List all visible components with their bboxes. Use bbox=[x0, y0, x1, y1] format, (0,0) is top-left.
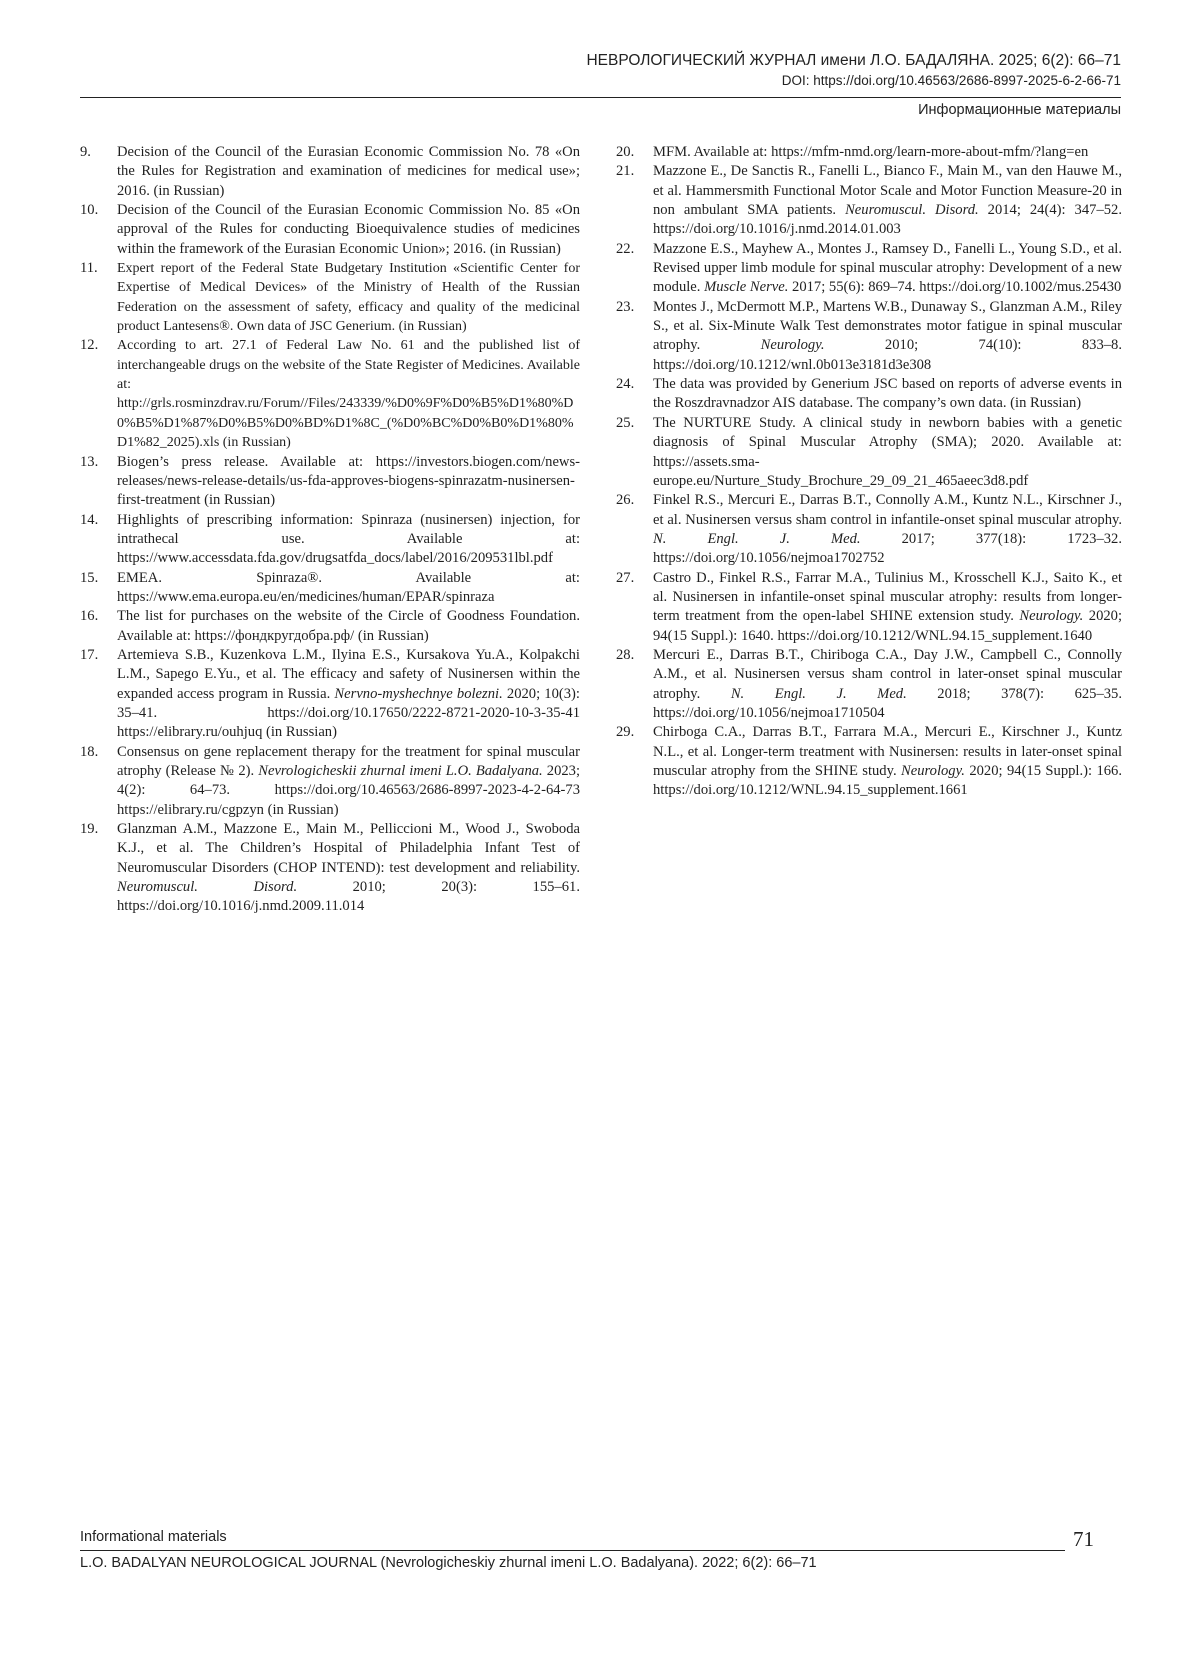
reference-text: Decision of the Council of the Eurasian Economic Commission No. 85 «On approval of the Rules for conducting Bioequivalence studies of medicines within the framework of the Eurasian Economic Union»; 2016. (in Russian) bbox=[117, 202, 580, 257]
reference-number: 18. bbox=[80, 743, 99, 760]
reference-text: EMEA. Spinraza®. Available at: https://www.ema.europa.eu/en/medicines/human/EPAR/spinraza bbox=[117, 569, 580, 605]
reference-item bbox=[616, 298, 1122, 375]
reference-item bbox=[80, 336, 580, 452]
reference-text: According to art. 27.1 of Federal Law No. 61 and the published list of interchangeable drugs on the website of the State Register of Medicines. Available at: http://grls.rosminzdrav.ru/Forum//Files/243339/%D0%9F%D0%B5%D1%80%D0%B5%D1%87%D0%B5%D0%BD%D1%8C_(%D0%BC%D0%B0%D1%80%D1%82_2025).xls (in Russian) bbox=[117, 338, 580, 451]
page-number: 71 bbox=[1073, 1527, 1094, 1551]
reference-item bbox=[616, 143, 1122, 162]
reference-text: Decision of the Council of the Eurasian Economic Commission No. 78 «On the Rules for Registration and examination of medicines for medical use»; 2016. (in Russian) bbox=[117, 144, 580, 199]
reference-item bbox=[80, 820, 580, 917]
reference-item bbox=[616, 240, 1122, 298]
reference-text: Glanzman A.M., Mazzone E., Main M., Pelliccioni M., Wood J., Swoboda K.J., et al. The Children’s Hospital of Philadelphia Infant Test of Neuromuscular Disorders (CHOP INTEND): test development and reliability. Neuromuscul. Disord. 2010; 20(3): 155–61. https://doi.org/10.1016/j.nmd.2009.11.014 bbox=[117, 821, 580, 915]
header-divider bbox=[80, 97, 1121, 98]
reference-number: 26. bbox=[616, 492, 635, 509]
reference-text: Expert report of the Federal State Budgetary Institution «Scientific Center for Expertise of Medical Devices» of the Ministry of Health of the Russian Federation on the assessment of safety, efficacy and quality of the medicinal product Lantesens®. Own data of JSC Generium. (in Russian) bbox=[117, 261, 580, 335]
references-right-column bbox=[616, 143, 1122, 801]
reference-number: 10. bbox=[80, 202, 99, 219]
reference-text: Finkel R.S., Mercuri E., Darras B.T., Connolly A.M., Kuntz N.L., Kirschner J., et al. Nusinersen versus sham control in infantile-onset spinal muscular atrophy. N. Engl. J. Med. 2017; 377(18): 1723–32. https://doi.org/10.1056/nejmoa1702752 bbox=[653, 492, 1122, 567]
reference-text: Highlights of prescribing information: Spinraza (nusinersen) injection, for intrathecal use. Available at: https://www.accessdata.fda.gov/drugsatfda_docs/label/2016/209531lbl.pdf bbox=[117, 511, 580, 567]
reference-item bbox=[616, 646, 1122, 723]
reference-number: 14. bbox=[80, 511, 99, 528]
reference-text: Mercuri E., Darras B.T., Chiriboga C.A., Day J.W., Campbell C., Connolly A.M., et al. Nusinersen versus sham control in later-onset spinal muscular atrophy. N. Engl. J. Med. 2018; 378(7): 625–35. https://doi.org/10.1056/nejmoa1710504 bbox=[653, 646, 1122, 721]
reference-text: Chirboga C.A., Darras B.T., Farrara M.A., Mercuri E., Kirschner J., Kuntz N.L., et al. Longer-term treatment with Nusinersen: results in later-onset spinal muscular atrophy from the SHINE study. Neurology. 2020; 94(15 Suppl.): 166. https://doi.org/10.1212/WNL.94.15_supplement.1661 bbox=[653, 724, 1122, 799]
reference-number: 24. bbox=[616, 376, 635, 393]
reference-number: 15. bbox=[80, 569, 99, 586]
reference-number: 16. bbox=[80, 608, 99, 625]
reference-text: Mazzone E., De Sanctis R., Fanelli L., Bianco F., Main M., van den Hauwe M., et al. Hammersmith Functional Motor Scale and Motor Function Measure-20 in non ambulant SMA patients. Neuromuscul. Disord. 2014; 24(4): 347–52. https://doi.org/10.1016/j.nmd.2014.01.003 bbox=[653, 163, 1122, 238]
reference-item bbox=[80, 201, 580, 259]
reference-number: 13. bbox=[80, 453, 99, 470]
footer-divider bbox=[80, 1550, 1065, 1551]
footer-section-label: Informational materials bbox=[80, 1529, 227, 1545]
reference-item bbox=[80, 646, 580, 743]
reference-text: Biogen’s press release. Available at: https://investors.biogen.com/news-releases/news-release-details/us-fda-approves-biogens-spinrazatm-nusinersen-first-treatment (in Russian) bbox=[117, 453, 580, 509]
reference-number: 27. bbox=[616, 569, 635, 586]
reference-text: Artemieva S.B., Kuzenkova L.M., Ilyina E.S., Kursakova Yu.A., Kolpakchi L.M., Sapego E.Yu., et al. The efficacy and safety of Nusinersen within the expanded access program in Russia. Nervno-myshechnye bolezni. 2020; 10(3): 35–41. https://doi.org/10.17650/2222-8721-2020-10-3-35-41 https://elibrary.ru/ouhjuq (in Russian) bbox=[117, 646, 580, 741]
reference-item bbox=[616, 723, 1122, 800]
reference-item bbox=[616, 414, 1122, 491]
reference-text: The list for purchases on the website of the Circle of Goodness Foundation. Available at: https://фондкругдобра.рф/ (in Russian) bbox=[117, 608, 580, 644]
reference-number: 19. bbox=[80, 821, 99, 838]
reference-number: 28. bbox=[616, 646, 635, 663]
reference-text: The NURTURE Study. A clinical study in newborn babies with a genetic diagnosis of Spinal Muscular Atrophy (SMA); 2020. Available at: https://assets.sma-europe.eu/Nurture_Study_Brochure_29_09_21_465aeec3d8.pdf bbox=[653, 414, 1122, 489]
reference-text: Castro D., Finkel R.S., Farrar M.A., Tulinius M., Krosschell K.J., Saito K., et al. Nusinersen in infantile-onset spinal muscular atrophy: results from longer-term treatment from the open-label SHINE extension study. Neurology. 2020; 94(15 Suppl.): 1640. https://doi.org/10.1212/WNL.94.15_supplement.1640 bbox=[653, 569, 1123, 644]
reference-item bbox=[80, 259, 580, 336]
references-left-column bbox=[80, 143, 580, 917]
doi-line: DOI: https://doi.org/10.46563/2686-8997-2025-6-2-66-71 bbox=[781, 73, 1121, 88]
reference-text: MFM. Available at: https://mfm-nmd.org/learn-more-about-mfm/?lang=en bbox=[653, 144, 1089, 160]
reference-text: Consensus on gene replacement therapy for the treatment for spinal muscular atrophy (Release № 2). Nevrologicheskii zhurnal imeni L.O. Badalyana. 2023; 4(2): 64–73. https://doi.org/10.46563/2686-8997-2023-4-2-64-73 https://elibrary.ru/cgpzyn (in Russian) bbox=[117, 743, 581, 818]
reference-number: 9. bbox=[80, 144, 91, 160]
reference-item bbox=[616, 569, 1122, 646]
reference-number: 23. bbox=[616, 298, 635, 315]
reference-item bbox=[80, 607, 580, 646]
footer-journal-citation: L.O. BADALYAN NEUROLOGICAL JOURNAL (Nevrologicheskiy zhurnal imeni L.O. Badalyana). 2022; 6(2): 66–71 bbox=[80, 1555, 817, 1571]
reference-item bbox=[80, 143, 580, 201]
reference-item bbox=[80, 511, 580, 569]
reference-item bbox=[616, 491, 1122, 568]
reference-item bbox=[80, 569, 580, 608]
reference-number: 12. bbox=[80, 337, 99, 354]
reference-number: 21. bbox=[616, 163, 635, 180]
reference-number: 17. bbox=[80, 646, 99, 663]
reference-item bbox=[616, 375, 1122, 414]
reference-number: 20. bbox=[616, 144, 635, 160]
reference-item bbox=[80, 453, 580, 511]
section-label: Информационные материалы bbox=[918, 102, 1121, 118]
reference-number: 22. bbox=[616, 240, 635, 257]
reference-text: The data was provided by Generium JSC based on reports of adverse events in the Roszdravnadzor AIS database. The company’s own data. (in Russian) bbox=[653, 376, 1122, 412]
reference-item bbox=[80, 743, 580, 820]
reference-item bbox=[616, 162, 1122, 239]
reference-text: Montes J., McDermott M.P., Martens W.B., Dunaway S., Glanzman A.M., Riley S., et al. Six-Minute Walk Test demonstrates motor fatigue in spinal muscular atrophy. Neurology. 2010; 74(10): 833–8. https://doi.org/10.1212/wnl.0b013e3181d3e308 bbox=[653, 298, 1123, 373]
reference-number: 11. bbox=[80, 260, 98, 277]
reference-text: Mazzone E.S., Mayhew A., Montes J., Ramsey D., Fanelli L., Young S.D., et al. Revised upper limb module for spinal muscular atrophy: Development of a new module. Muscle Nerve. 2017; 55(6): 869–74. https://doi.org/10.1002/mus.25430 bbox=[653, 240, 1122, 296]
journal-running-header: НЕВРОЛОГИЧЕСКИЙ ЖУРНАЛ имени Л.О. БАДАЛЯНА. 2025; 6(2): 66–71 bbox=[586, 52, 1121, 69]
reference-number: 29. bbox=[616, 724, 635, 741]
reference-number: 25. bbox=[616, 414, 635, 431]
